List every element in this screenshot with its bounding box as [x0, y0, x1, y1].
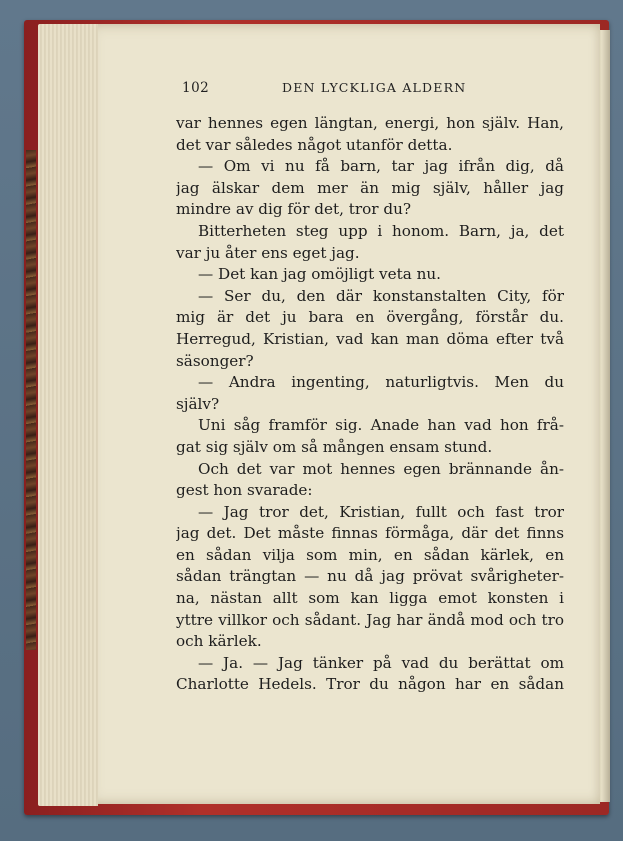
text-line: och kärlek. — [176, 632, 262, 651]
text-line: yttre villkor och sådant. Jag har ändå mod och tro — [176, 610, 564, 629]
text-line: var hennes egen längtan, energi, hon själv. Han, — [176, 114, 564, 132]
text-line: — Om vi nu få barn, tar jag ifrån dig, då — [198, 157, 564, 176]
marbled-edge — [26, 150, 36, 650]
page-number: 102 — [182, 80, 210, 96]
text-line: var ju åter ens eget jag. — [176, 243, 360, 262]
text-line: — Ja. — Jag tänker på vad du berättat om — [198, 653, 564, 672]
page-stack-edge — [38, 24, 98, 806]
text-line: — Det kan jag omöjligt veta nu. — [198, 265, 441, 284]
text-line: — Andra ingenting, naturligtvis. Men du — [198, 373, 564, 392]
text-line: na, nästan allt som kan ligga emot konsten i — [176, 589, 564, 608]
text-line: gat sig själv om så mången ensam stund. — [176, 437, 493, 456]
text-line: själv? — [176, 394, 220, 413]
text-line: Och det var mot hennes egen brännande ån- — [198, 459, 564, 478]
text-line: — Jag tror det, Kristian, fullt och fast tror — [198, 502, 564, 521]
running-title: DEN LYCKLIGA ALDERN — [282, 80, 467, 95]
text-line: mindre av dig för det, tror du? — [176, 200, 411, 219]
text-line: Charlotte Hedels. Tror du någon har en sådan — [176, 675, 564, 694]
text-line: Bitterheten steg upp i honom. Barn, ja, det — [198, 221, 564, 240]
text-line: gest hon svarade: — [176, 481, 313, 500]
text-line: säsonger? — [176, 351, 254, 370]
body-text — [176, 113, 564, 696]
page-header — [182, 80, 564, 100]
text-line: mig är det ju bara en övergång, förstår du. — [176, 308, 564, 327]
text-line: — Ser du, den där konstanstalten City, för — [198, 286, 564, 305]
text-line: Herregud, Kristian, vad kan man döma efter två — [176, 329, 564, 348]
text-line: jag älskar dem mer än mig själv, håller jag — [176, 178, 564, 197]
text-line: sådan trängtan — nu då jag prövat svårigheter- — [176, 567, 564, 586]
text-line: det var således något utanför detta. — [176, 135, 453, 154]
text-line: en sådan vilja som min, en sådan kärlek, en — [176, 545, 564, 564]
text-line: jag det. Det måste finnas förmåga, där det finns — [176, 524, 564, 543]
text-line: Uni såg framför sig. Anade han vad hon frå- — [198, 416, 564, 435]
